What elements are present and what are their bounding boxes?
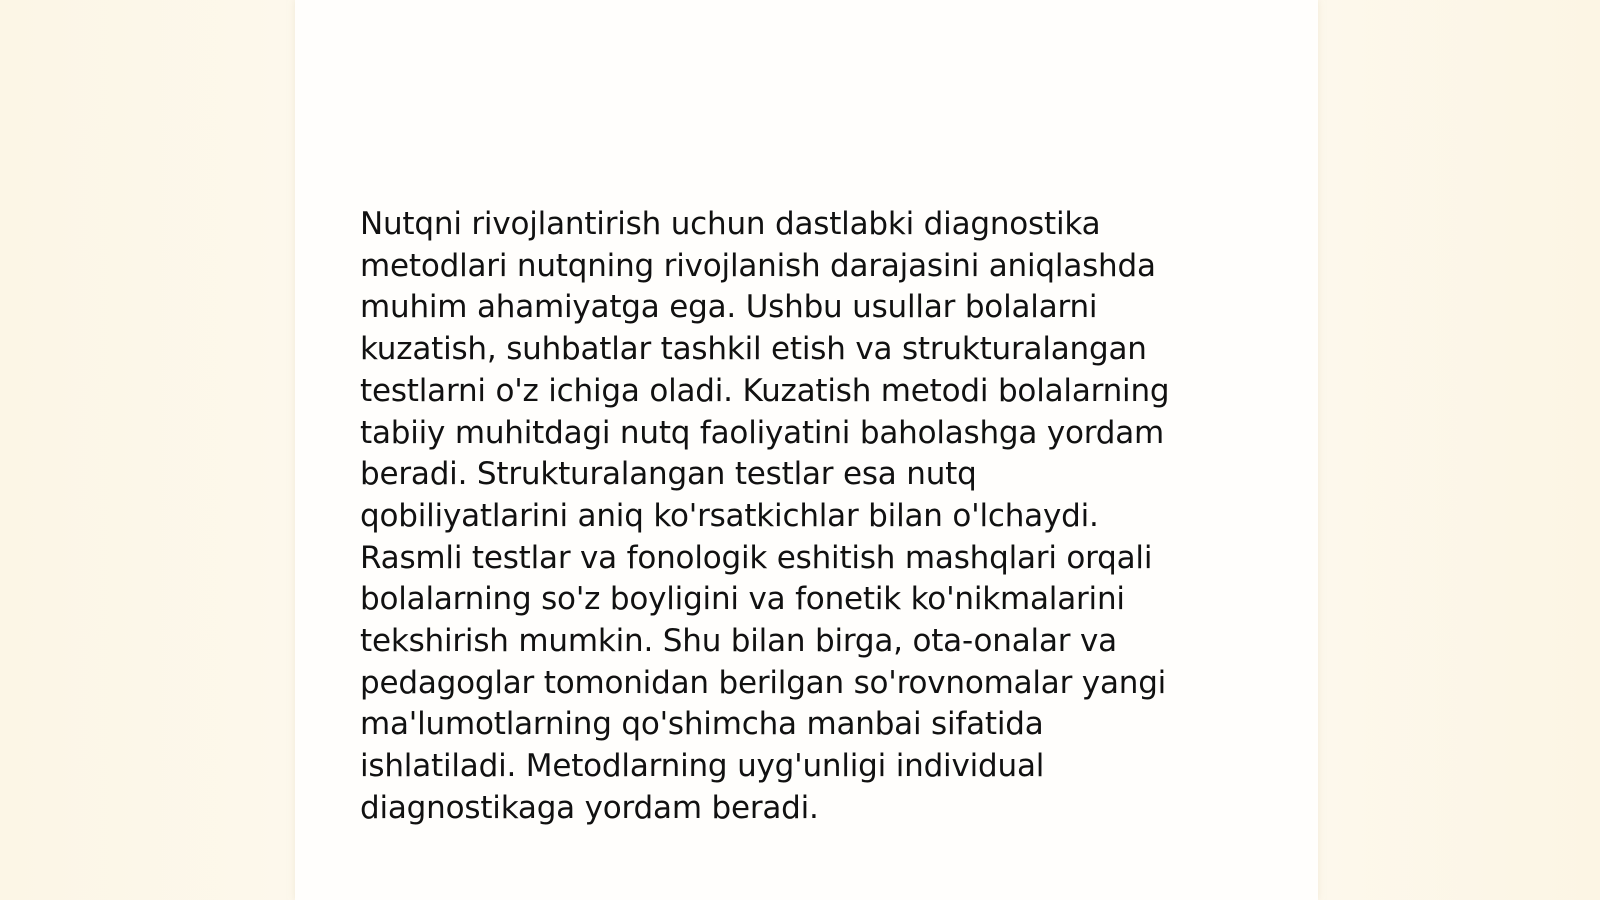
text-line-12: pedagoglar tomonidan berilgan so'rovnomalar yangi: [360, 664, 1167, 701]
text-line-9: Rasmli testlar va fonologik eshitish mashqlari orqali: [360, 539, 1153, 576]
text-line-8: qobiliyatlarini aniq ko'rsatkichlar bilan o'lchaydi.: [360, 497, 1099, 534]
text-line-6: tabiiy muhitdagi nutq faoliyatini baholashga yordam: [360, 414, 1165, 451]
text-line-4: kuzatish, suhbatlar tashkil etish va strukturalangan: [360, 331, 1147, 368]
body-paragraph: [360, 204, 1240, 830]
document-page: [295, 0, 1318, 900]
text-line-5: testlarni o'z ichiga oladi. Kuzatish metodi bolalarning: [360, 372, 1170, 409]
text-line-11: tekshirish mumkin. Shu bilan birga, ota-onalar va: [360, 623, 1117, 660]
text-line-7: beradi. Strukturalangan testlar esa nutq: [360, 456, 977, 493]
text-line-14: ishlatiladi. Metodlarning uyg'unligi individual: [360, 748, 1045, 785]
text-line-1: Nutqni rivojlantirish uchun dastlabki diagnostika: [360, 206, 1101, 242]
left-margin-background: [0, 0, 295, 900]
right-margin-background: [1318, 0, 1600, 900]
text-line-10: bolalarning so'z boyligini va fonetik ko'nikmalarini: [360, 581, 1125, 618]
text-line-13: ma'lumotlarning qo'shimcha manbai sifatida: [360, 706, 1044, 743]
text-line-3: muhim ahamiyatga ega. Ushbu usullar bolalarni: [360, 289, 1098, 326]
text-line-15: diagnostikaga yordam beradi.: [360, 789, 819, 826]
text-line-2: metodlari nutqning rivojlanish darajasini aniqlashda: [360, 247, 1156, 284]
